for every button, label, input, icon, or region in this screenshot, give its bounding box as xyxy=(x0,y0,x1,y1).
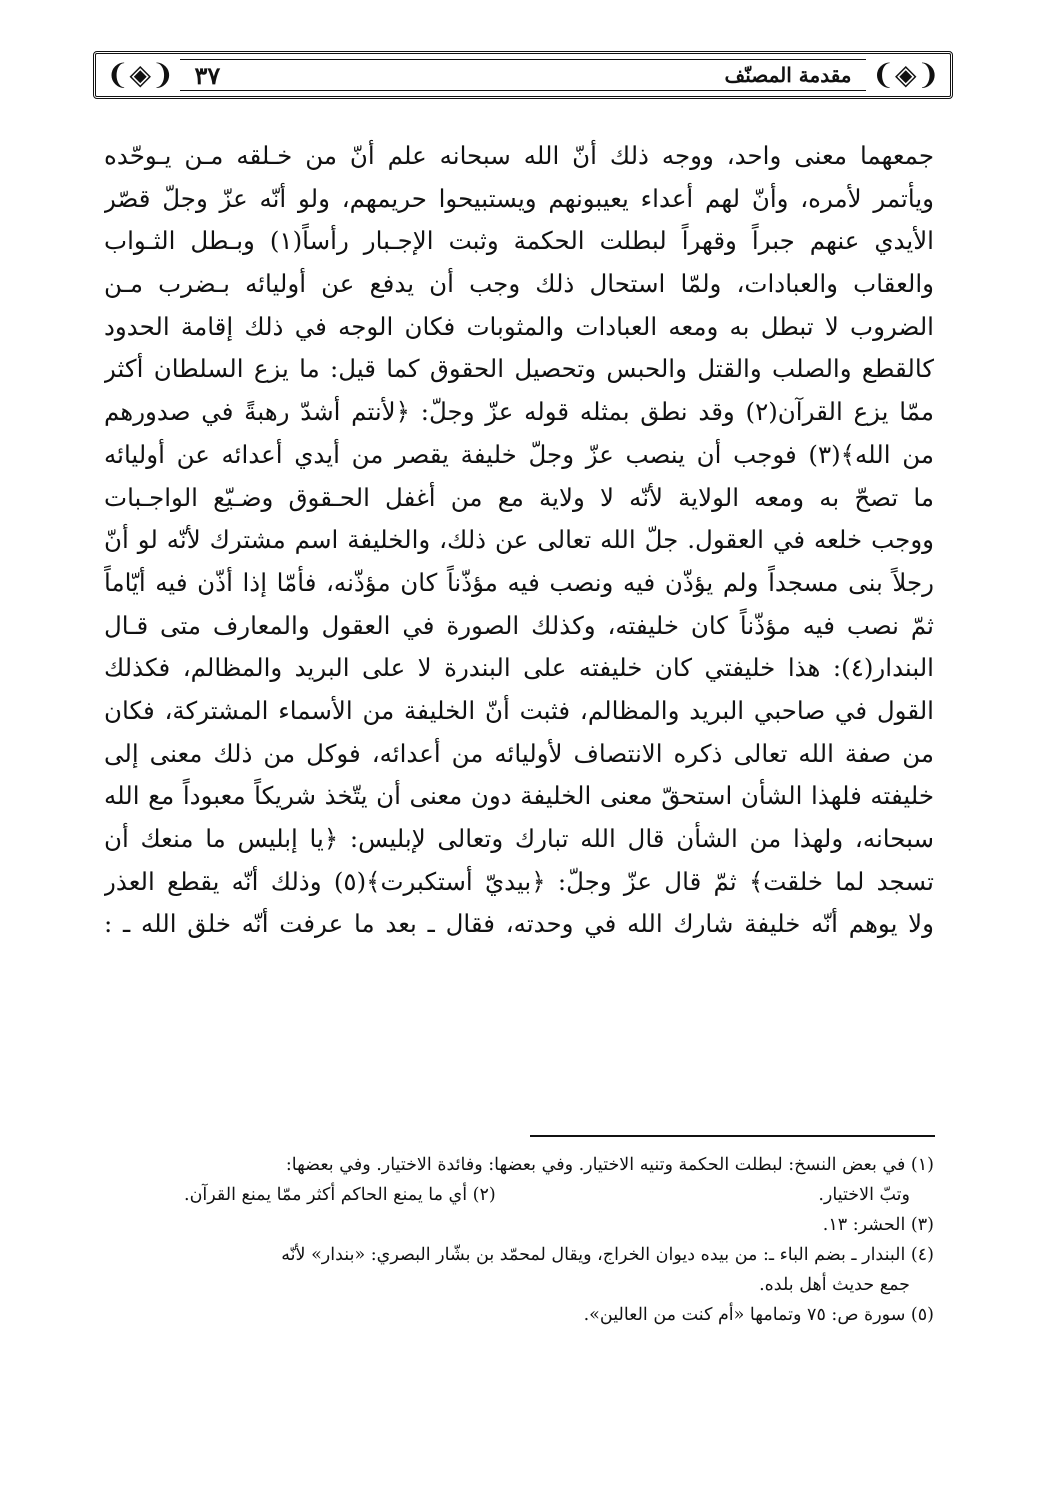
text-line: خليفته فلهذا الشأن استحقّ معنى الخليفة دون معنى أن يتّخذ شريكاً معبوداً مع الله xyxy=(104,781,934,811)
text-line: والعقاب والعبادات، ولمّا استحال ذلك وجب أن يدفع عن أوليائه بـضرب مـن xyxy=(104,269,934,299)
text-line: رجلاً بنى مسجداً ولم يؤذّن فيه ونصب فيه مؤذّناً كان مؤذّنه، فأمّا إذا أذّن فيه أيّاماً xyxy=(104,567,934,597)
text-line: الأيدي عنهم جبراً وقهراً لبطلت الحكمة وثبت الإجـبار رأساً(١) وبـطل الثـواب xyxy=(104,226,934,256)
text-line: تسجد لما خلقت﴾ ثمّ قال عزّ وجلّ: ﴿بيديّ أستكبرت﴾(٥) وذلك أنّه يقطع العذر xyxy=(104,866,934,896)
text-line: ووجب خلعه في العقول. جلّ الله تعالى عن ذلك، والخليفة اسم مشترك لأنّه لو أنّ xyxy=(104,525,934,555)
text-line: سبحانه، ولهذا من الشأن قال الله تبارك وتعالى لإبليس: ﴿يا إبليس ما منعك أن xyxy=(104,824,934,853)
right-ornament-icon: ❨◈❩ xyxy=(871,58,940,91)
text-line: من الله﴾(٣) فوجب أن ينصب عزّ وجلّ خليفة يقصر من أيدي أعدائه عن أوليائه xyxy=(104,439,934,469)
running-title: مقدمة المصنّف xyxy=(724,63,852,87)
text-line: ثمّ نصب فيه مؤذّناً كان خليفته، وكذلك الصورة في العقول والمعارف متى قـال xyxy=(104,610,934,640)
footnote-2: (٢) أي ما يمنع الحاكم أكثر ممّا يمنع القرآن. xyxy=(184,1185,496,1205)
footnotes xyxy=(104,1150,934,1330)
left-ornament-icon: ❨◈❩ xyxy=(106,58,175,91)
text-line: ممّا يزع القرآن(٢) وقد نطق بمثله قوله عزّ وجلّ: ﴿لأنتم أشدّ رهبةً في صدورهم xyxy=(104,397,934,427)
text-line: الضروب لا تبطل به ومعه العبادات والمثوبات فكان الوجه في ذلك إقامة الحدود xyxy=(104,311,934,341)
text-line: من صفة الله تعالى ذكره الانتصاف لأوليائه من أعدائه، فوكل من ذلك معنى إلى xyxy=(104,738,934,768)
footnote-divider xyxy=(530,1135,935,1137)
text-line: القول في صاحبي البريد والمظالم، فثبت أنّ الخليفة من الأسماء المشتركة، فكان xyxy=(104,695,934,725)
page-number: ٣٧ xyxy=(194,60,221,90)
text-line: جمعهما معنى واحد، ووجه ذلك أنّ الله سبحانه علم أنّ من خـلقه مـن يـوحّده xyxy=(104,141,934,170)
text-line: ما تصحّ به ومعه الولاية لأنّه لا ولاية مع من أغفل الحـقوق وضـيّع الواجـبات xyxy=(104,482,934,512)
footnote-1-continuation: وتبّ الاختيار. xyxy=(818,1185,910,1205)
text-line: البندار(٤): هذا خليفتي كان خليفته على البندرة لا على البريد والمظالم، فكذلك xyxy=(104,653,934,683)
text-line: ويأتمر لأمره، وأنّ لهم أعداء يعيبونهم ويستبيحوا حريمهم، ولو أنّه عزّ وجلّ قصّر xyxy=(104,183,934,213)
text-line: ولا يوهم أنّه خليفة شارك الله في وحدته، فقال ـ بعد ما عرفت أنّه خلق الله ـ : xyxy=(104,909,934,939)
footnote-5: (٥) سورة ص: ٧٥ وتمامها «أم كنت من العالين». xyxy=(583,1305,934,1325)
footnote-3: (٣) الحشر: ١٣. xyxy=(822,1215,934,1235)
header-band xyxy=(180,59,865,91)
footnote-1: (١) في بعض النسخ: لبطلت الحكمة وتنيه الاختيار. وفي بعضها: وفائدة الاختيار. وفي بعضها: xyxy=(285,1155,934,1175)
footnote-row-1-2 xyxy=(104,1180,934,1210)
main-text xyxy=(104,135,934,946)
footnote-4-continuation: جمع حديث أهل بلده. xyxy=(759,1275,910,1295)
footnote-4: (٤) البندار ـ بضم الباء ـ: من بيده ديوان الخراج، ويقال لمحمّد بن بشّار البصري: «بندار» لأنّه xyxy=(281,1245,934,1265)
text-line: كالقطع والصلب والقتل والحبس وتحصيل الحقوق كما قيل: ما يزع السلطان أكثر xyxy=(104,354,934,384)
running-header xyxy=(93,51,953,99)
